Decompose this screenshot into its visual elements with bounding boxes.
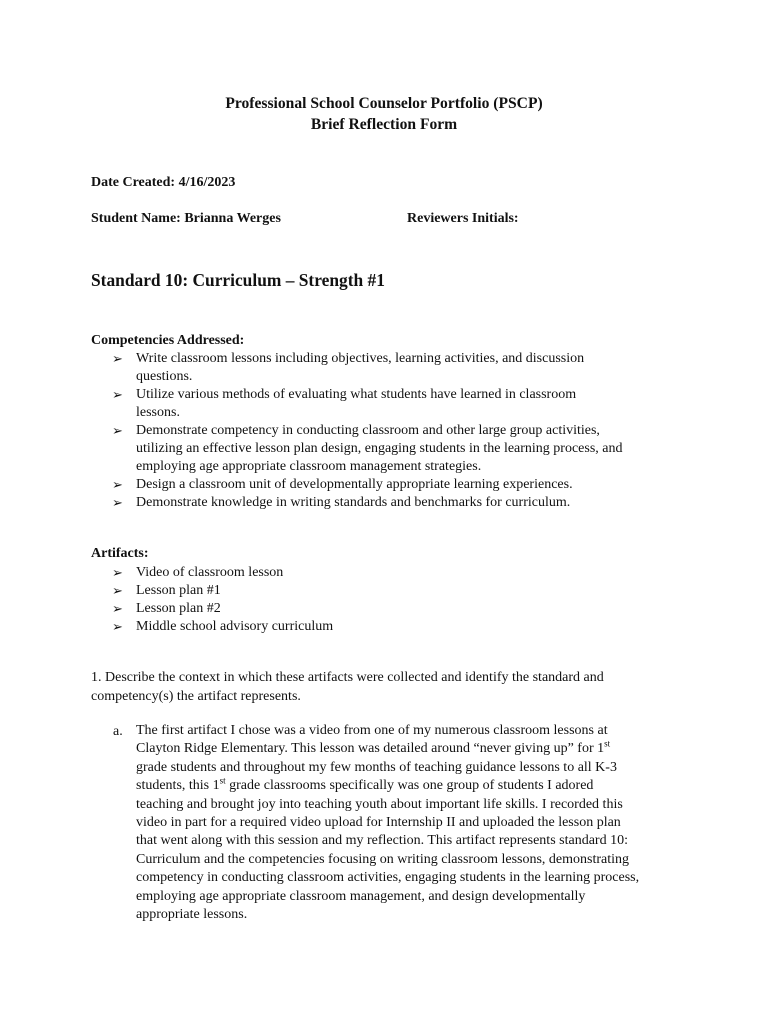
list-item: ➢ Write classroom lessons including objectives, learning activities, and discussion questions. [112,351,585,384]
reviewers-initials: Reviewers Initials: [407,211,519,226]
answer-letter: a. [113,724,123,739]
answer-paragraph: The first artifact I chose was a video from one of my numerous classroom lessons at Clayton Ridge Elementary. This lesson was detailed around “never giving up” for 1st grade students and throughout my few months of teaching guidance lessons to all K-3 students, this 1st grade classrooms specifically was one group of students I adored teaching and brought joy into teaching youth about important life skills. I recorded this video in part for a required video upload for Internship II and uploaded the lesson plan that went along with this session and my reflection. This artifact represents standard 10: Curriculum and the competencies focusing on writing classroom lessons, demonstrating competency in conducting classroom activities, engaging students in the learning process, employing age appropriate classroom management, and design developmentally appropriate lessons. [136,723,640,923]
artifacts-list [112,564,682,636]
list-item: ➢ Middle school advisory curriculum [112,619,334,634]
arrow-bullet-icon: ➢ [112,565,123,580]
arrow-bullet-icon: ➢ [112,477,123,492]
list-item: ➢ Design a classroom unit of developmentally appropriate learning experiences. [112,477,573,492]
arrow-bullet-icon: ➢ [112,387,123,402]
arrow-bullet-icon: ➢ [112,423,123,438]
arrow-bullet-icon: ➢ [112,583,123,598]
form-title: Professional School Counselor Portfolio (PSCP) [225,95,543,112]
artifacts-heading: Artifacts: [91,546,149,561]
date-created: Date Created: 4/16/2023 [91,175,236,190]
standard-heading: Standard 10: Curriculum – Strength #1 [91,270,385,290]
list-item: ➢ Lesson plan #1 [112,583,221,598]
arrow-bullet-icon: ➢ [112,619,123,634]
list-item: ➢ Lesson plan #2 [112,601,221,616]
competencies-list [112,350,682,512]
list-item: ➢ Video of classroom lesson [112,565,284,580]
form-subtitle: Brief Reflection Form [310,116,458,133]
list-item: ➢ Demonstrate knowledge in writing standards and benchmarks for curriculum. [112,495,571,510]
list-item: ➢ Utilize various methods of evaluating what students have learned in classroom lessons. [112,387,577,420]
list-item: ➢ Demonstrate competency in conducting classroom and other large group activities, utilizing an effective lesson plan design, engaging students in the learning process, and employing age appropriate classroom management strategies. [112,423,623,474]
arrow-bullet-icon: ➢ [112,495,123,510]
arrow-bullet-icon: ➢ [112,601,123,616]
reflection-question: 1. Describe the context in which these artifacts were collected and identify the standard and competency(s) the artifact represents. [91,670,604,704]
student-name: Student Name: Brianna Werges [91,211,281,226]
arrow-bullet-icon: ➢ [112,351,123,366]
competencies-heading: Competencies Addressed: [91,333,245,348]
